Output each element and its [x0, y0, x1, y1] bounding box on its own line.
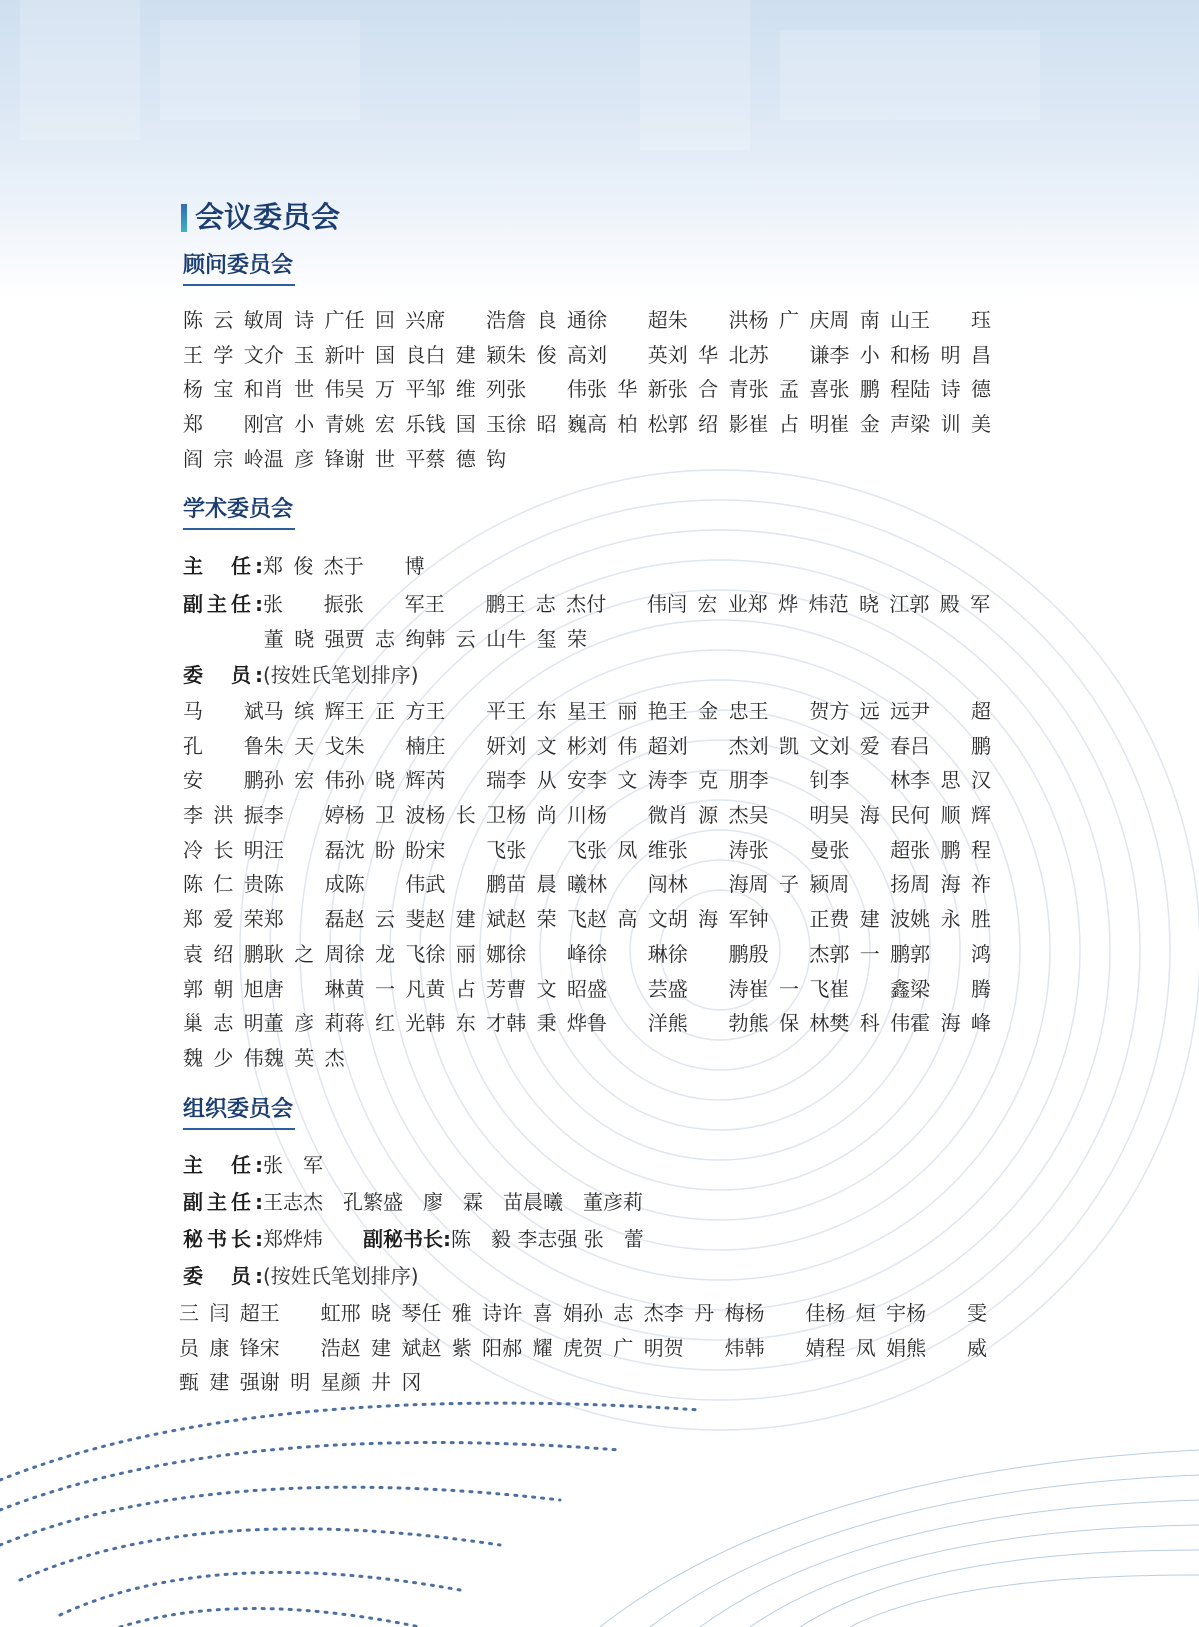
member-name: 介玉新 — [263, 342, 345, 367]
academic-member-header — [183, 660, 419, 690]
sort-note: (按姓氏笔划排序) — [263, 1264, 419, 1288]
member-name: 詹良通 — [506, 308, 587, 332]
member-name: 朱 楠 — [344, 733, 426, 758]
member-name: 周诗广 — [263, 308, 345, 332]
secretary-general-label: 秘书长: — [183, 1227, 263, 1251]
academic-member-row — [183, 867, 991, 902]
organizing-secretary-line — [183, 1224, 644, 1254]
organizing-member-row — [179, 1365, 987, 1400]
member-name: 梁训美 — [910, 412, 991, 437]
academic-committee-heading — [183, 496, 295, 530]
member-name: 郭殿军 — [909, 592, 991, 616]
academic-vice-label: 副主任: — [183, 592, 263, 616]
page-title — [181, 200, 340, 234]
advisory-member-grid — [183, 303, 991, 476]
member-name: 肖世伟 — [263, 377, 345, 402]
member-name: 芮 瑞 — [425, 768, 507, 793]
member-name: 任雅诗 — [421, 1301, 503, 1325]
member-name: 巢志明 — [183, 1011, 264, 1036]
member-name: 耿之周 — [263, 941, 345, 966]
academic-member-row — [183, 1006, 991, 1041]
member-name: 崔 鑫 — [829, 976, 911, 1001]
member-name: 杨尚川 — [506, 803, 587, 828]
organizing-member-row — [179, 1296, 987, 1331]
organizing-vice-label: 副主任: — [183, 1190, 263, 1214]
member-name: 孔 鲁 — [183, 733, 264, 758]
member-name: 陈 伟 — [344, 872, 426, 897]
sort-note: (按姓氏笔划排序) — [263, 663, 419, 687]
academic-member-row — [183, 902, 991, 937]
member-name: 崔金声 — [829, 412, 911, 437]
academic-member-row — [183, 798, 991, 833]
organizing-member-label: 委 员: — [183, 1264, 263, 1288]
member-name: 杨 佳 — [744, 1301, 826, 1325]
member-name: 张合青 — [667, 377, 749, 402]
member-name: 吴万平 — [344, 377, 426, 402]
member-name: 李小和 — [829, 342, 911, 367]
member-name: 宋 飞 — [425, 837, 507, 862]
member-name: 付 伟 — [586, 592, 667, 616]
organizing-chair: 张 军 — [263, 1153, 323, 1177]
member-name: 张凤维 — [586, 837, 668, 862]
member-name: 吴海民 — [829, 803, 911, 828]
member-name: 吴 明 — [748, 803, 830, 828]
organizing-chair-line — [183, 1150, 323, 1180]
member-name: 赵紫阳 — [421, 1335, 503, 1360]
member-name: 陈 成 — [263, 872, 345, 897]
member-name: 林 海 — [667, 872, 749, 897]
advisory-row — [183, 303, 991, 338]
member-name: 蔡德钩 — [425, 446, 507, 471]
member-name: 何顺辉 — [910, 803, 991, 828]
member-name: 李 婷 — [263, 803, 345, 828]
member-name: 安 鹏 — [183, 768, 264, 793]
member-name: 张鹏程 — [910, 837, 991, 862]
member-name: 尹 超 — [910, 699, 991, 723]
member-name: 杨 雯 — [906, 1301, 987, 1325]
member-name: 汪 磊 — [263, 837, 345, 862]
member-name: 钱国玉 — [425, 412, 507, 437]
member-name: 苗晨曦 — [506, 872, 587, 897]
member-name: 王 虹 — [259, 1301, 341, 1325]
member-name: 郑 刚 — [183, 412, 264, 437]
member-name: 费建波 — [829, 907, 911, 932]
member-name: 武 鹏 — [425, 872, 507, 897]
member-name: 杨明昌 — [910, 342, 991, 367]
member-name: 冷长明 — [183, 837, 264, 862]
member-name: 周 扬 — [829, 872, 911, 897]
academic-committee-title: 学术委员会 — [183, 497, 294, 522]
organizing-committee-heading — [183, 1096, 295, 1130]
member-name: 朱俊高 — [506, 342, 587, 367]
member-name: 张 曼 — [748, 837, 830, 862]
member-name: 李文涛 — [586, 768, 668, 793]
member-name: 肖源杰 — [667, 803, 749, 828]
organizing-vice-line — [183, 1187, 643, 1217]
member-name: 朱 洪 — [667, 308, 749, 332]
academic-vice-chairs — [183, 587, 990, 656]
member-name: 于 博 — [343, 554, 425, 578]
academic-chairs — [183, 549, 425, 584]
member-name: 崔占明 — [748, 412, 830, 437]
member-name: 杨 微 — [586, 803, 668, 828]
advisory-row — [183, 372, 991, 407]
academic-member-label: 委 员: — [183, 663, 263, 687]
member-name: 蒋红光 — [344, 1011, 426, 1036]
member-name: 宫小青 — [263, 412, 345, 437]
member-name: 孙宏伟 — [263, 768, 345, 793]
member-name: 张 涛 — [667, 837, 749, 862]
advisory-committee-title: 顾问委员会 — [183, 253, 294, 278]
member-name: 徐 琳 — [586, 941, 668, 966]
member-name: 熊 威 — [906, 1335, 987, 1360]
member-name: 牛玺荣 — [506, 626, 587, 651]
member-name: 张 军 — [343, 592, 425, 616]
member-name: 黄一凡 — [344, 976, 426, 1001]
member-name: 郭绍影 — [667, 412, 749, 437]
member-name: 崔一飞 — [748, 976, 830, 1001]
member-name: 张 伟 — [506, 377, 587, 402]
organizing-committee-title: 组织委员会 — [183, 1097, 294, 1122]
member-name: 王 鹏 — [424, 592, 506, 616]
member-name: 沈盼盼 — [344, 837, 426, 862]
member-name: 王志杰 — [505, 592, 587, 616]
member-name: 梁 腾 — [910, 976, 991, 1001]
member-name: 徐丽娜 — [425, 941, 507, 966]
member-name: 程凤娟 — [825, 1335, 907, 1360]
member-name: 王 贺 — [748, 699, 830, 723]
member-name: 黄占芳 — [425, 976, 507, 1001]
member-name: 李丹梅 — [663, 1301, 745, 1325]
advisory-row — [183, 338, 991, 373]
member-name: 周海祚 — [910, 872, 991, 897]
member-name: 熊保林 — [748, 1011, 830, 1036]
member-name: 林 闯 — [586, 872, 668, 897]
member-name: 赵云斐 — [344, 907, 426, 932]
advisory-row — [183, 442, 991, 477]
member-name: 阎宗岭 — [183, 446, 264, 471]
member-name: 邢晓琴 — [340, 1301, 422, 1325]
member-name: 朱天戈 — [263, 733, 345, 758]
member-name: 徐 鹏 — [667, 941, 749, 966]
member-name: 徐 超 — [586, 308, 668, 332]
member-name: 樊科伟 — [829, 1011, 911, 1036]
advisory-row — [183, 407, 991, 442]
academic-member-row — [183, 833, 991, 868]
organizing-chair-label: 主 任: — [183, 1153, 263, 1177]
member-name: 魏少伟 — [183, 1045, 264, 1070]
member-name: 颜井冈 — [340, 1370, 422, 1395]
member-name: 徐昭巍 — [506, 412, 587, 437]
member-name: 郭 鸿 — [910, 941, 991, 966]
member-name: 韩云山 — [425, 626, 507, 651]
member-name: 霍海峰 — [910, 1011, 991, 1036]
member-name: 孙志杰 — [582, 1301, 664, 1325]
member-name: 王正方 — [344, 699, 426, 723]
page-title-text: 会议委员会 — [195, 200, 341, 234]
member-name: 赵高文 — [586, 907, 668, 932]
member-name: 郭朝旭 — [183, 976, 264, 1001]
academic-vice-row — [183, 587, 990, 622]
member-name: 郑俊杰 — [263, 554, 344, 578]
member-name: 贺 炜 — [663, 1335, 745, 1360]
member-name: 李思汉 — [910, 768, 991, 793]
member-name: 王 珏 — [910, 308, 991, 332]
member-name: 周南山 — [829, 308, 911, 332]
member-name: 刘爱春 — [829, 733, 911, 758]
member-name: 杨长卫 — [425, 803, 507, 828]
advisory-committee-heading — [183, 252, 295, 286]
member-name: 杨宝和 — [183, 377, 264, 402]
organizing-member-row — [179, 1331, 987, 1366]
member-name: 郑 磊 — [263, 907, 345, 932]
member-name: 胡海军 — [667, 907, 749, 932]
member-name: 谢明星 — [259, 1370, 341, 1395]
member-name: 王 平 — [425, 699, 507, 723]
member-name: 甄建强 — [179, 1370, 260, 1395]
member-name: 唐 琳 — [263, 976, 345, 1001]
member-name: 张 超 — [829, 837, 911, 862]
member-name: 贾志绚 — [344, 626, 426, 651]
member-name: 马 斌 — [183, 699, 264, 723]
member-name: 徐 峰 — [506, 941, 587, 966]
member-name: 郑爱荣 — [183, 907, 264, 932]
member-name: 郝耀虎 — [502, 1335, 583, 1360]
member-name: 刘凯文 — [748, 733, 830, 758]
organizing-member-grid — [179, 1296, 987, 1400]
academic-member-grid — [183, 694, 991, 1076]
member-name: 姚永胜 — [910, 907, 991, 932]
member-name: 张 飞 — [506, 837, 587, 862]
academic-member-row — [183, 763, 991, 798]
member-name: 孙晓辉 — [344, 768, 426, 793]
member-name: 刘伟超 — [586, 733, 668, 758]
member-name: 席 浩 — [425, 308, 507, 332]
member-name: 李 钊 — [748, 768, 830, 793]
member-name: 杨广庆 — [748, 308, 830, 332]
member-name: 苏 谦 — [748, 342, 830, 367]
member-name: 钟 正 — [748, 907, 830, 932]
member-name: 熊 勃 — [667, 1011, 749, 1036]
academic-member-row — [183, 1041, 991, 1076]
organizing-member-header — [183, 1261, 419, 1291]
member-name: 白建颖 — [425, 342, 507, 367]
member-name: 张华新 — [586, 377, 668, 402]
academic-chair-label: 主 任: — [183, 554, 263, 578]
member-name: 杨烜宇 — [825, 1301, 907, 1325]
member-name: 殷 杰 — [748, 941, 830, 966]
member-name: 刘华北 — [667, 342, 749, 367]
member-name: 王东星 — [506, 699, 587, 723]
member-name: 韩东才 — [425, 1011, 507, 1036]
member-name: 宋 浩 — [259, 1335, 341, 1360]
deputy-secretaries: 陈 毅 李志强 张 蕾 — [451, 1227, 644, 1251]
member-name: 任回兴 — [344, 308, 426, 332]
member-name: 董彦莉 — [263, 1011, 345, 1036]
member-name: 徐龙飞 — [344, 941, 426, 966]
title-accent-bar — [181, 204, 187, 232]
member-name: 刘 杰 — [667, 733, 749, 758]
member-name: 员康锋 — [179, 1335, 260, 1360]
member-name: 贺广明 — [582, 1335, 664, 1360]
member-name: 李从安 — [506, 768, 587, 793]
member-name: 李洪振 — [183, 803, 264, 828]
member-name: 李克朋 — [667, 768, 749, 793]
member-name: 吕 鹏 — [910, 733, 991, 758]
member-name: 周子颍 — [748, 872, 830, 897]
member-name: 姚宏乐 — [344, 412, 426, 437]
member-name: 盛 芸 — [586, 976, 668, 1001]
academic-member-row — [183, 729, 991, 764]
member-name: 陆诗德 — [910, 377, 991, 402]
member-name: 张鹏程 — [829, 377, 911, 402]
member-name: 韩 婧 — [744, 1335, 826, 1360]
member-name: 杨卫波 — [344, 803, 426, 828]
academic-vice-row — [183, 622, 990, 657]
member-name: 叶国良 — [344, 342, 426, 367]
member-name: 曹文昭 — [506, 976, 587, 1001]
academic-member-row — [183, 972, 991, 1007]
member-name: 方远远 — [829, 699, 911, 723]
academic-member-row — [183, 937, 991, 972]
member-name: 刘文彬 — [506, 733, 587, 758]
member-name: 范晓江 — [828, 592, 910, 616]
member-name: 张孟喜 — [748, 377, 830, 402]
member-name: 李 林 — [829, 768, 911, 793]
member-name: 庄 妍 — [425, 733, 507, 758]
member-name: 马缤辉 — [263, 699, 345, 723]
organizing-vice-chairs: 王志杰 孔繁盛 廖 霖 苗晨曦 董彦莉 — [263, 1190, 643, 1214]
member-name: 陈云敏 — [183, 308, 264, 332]
member-name: 高柏松 — [586, 412, 668, 437]
member-name: 赵建斌 — [425, 907, 507, 932]
academic-member-row — [183, 694, 991, 729]
member-name: 闫宏业 — [666, 592, 748, 616]
member-name: 袁绍鹏 — [183, 941, 264, 966]
academic-chair-row — [183, 549, 425, 584]
member-name: 董晓强 — [263, 626, 345, 651]
member-name: 赵建斌 — [340, 1335, 422, 1360]
member-name: 许喜娟 — [502, 1301, 583, 1325]
member-name: 刘 英 — [586, 342, 668, 367]
member-name: 三闫超 — [179, 1301, 260, 1325]
member-name: 王学文 — [183, 342, 264, 367]
member-name: 王丽艳 — [586, 699, 668, 723]
member-name: 王金忠 — [667, 699, 749, 723]
member-name: 张 振 — [263, 592, 344, 616]
member-name: 鲁 洋 — [586, 1011, 668, 1036]
member-name: 郭一鹏 — [829, 941, 911, 966]
member-name: 谢世平 — [344, 446, 426, 471]
member-name: 陈仁贵 — [183, 872, 264, 897]
member-name: 温彦锋 — [263, 446, 345, 471]
member-name: 邹维列 — [425, 377, 507, 402]
member-name: 赵荣飞 — [506, 907, 587, 932]
secretary-general: 郑烨炜 — [263, 1227, 323, 1251]
member-name: 盛 涛 — [667, 976, 749, 1001]
member-name: 郑烨炜 — [747, 592, 829, 616]
member-name: 韩秉烨 — [506, 1011, 587, 1036]
deputy-secretary-label: 副秘书长: — [363, 1227, 451, 1251]
member-name: 魏英杰 — [263, 1045, 345, 1070]
